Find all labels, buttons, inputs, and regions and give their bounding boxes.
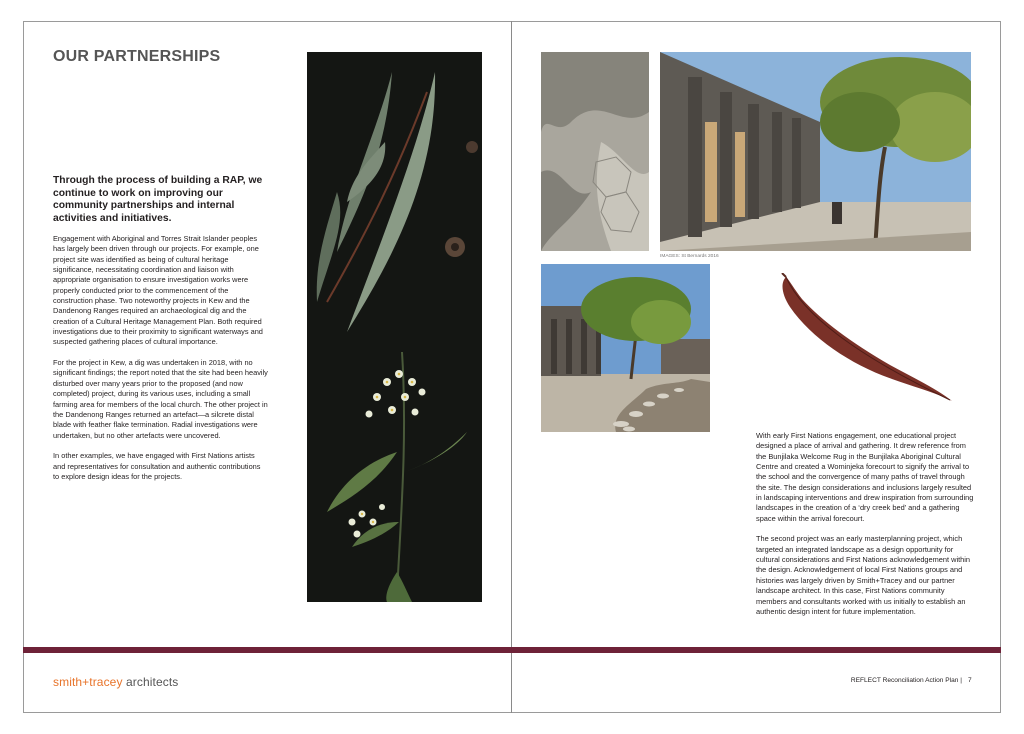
page-number: 7 — [968, 677, 972, 684]
logo-suffix: architects — [122, 675, 179, 689]
company-logo — [53, 675, 178, 689]
publication-label: REFLECT Reconciliation Action Plan | — [850, 677, 962, 684]
left-body-text — [53, 234, 268, 493]
right-body-text — [756, 431, 974, 628]
botanical-photo — [307, 52, 482, 602]
page-gutter — [511, 21, 512, 713]
body-paragraph: The second project was an early masterplanning project, which targeted an integrated landscape as a design opportunity for cultural considerations and First Nations acknowledgement within the design. Acknowledgement of local First Nations groups and histories was largely driven by Smith+Tracey and our partner landscape architect. In this case, First Nations community members and consultants worked with us initially to establish an authentic design intent for future implementation. — [756, 534, 971, 616]
body-paragraph: In other examples, we have engaged with First Nations artists and representatives for consultation and authentic contributions to explore design ideas for the projects. — [53, 451, 261, 481]
forecourt-building-photo — [660, 52, 971, 251]
eucalyptus-leaf-icon — [772, 273, 956, 405]
footer-rule — [23, 647, 1001, 653]
image-credit: IMAGES: St Bernards 2016 — [660, 254, 719, 259]
body-paragraph: Engagement with Aboriginal and Torres Strait Islander peoples has largely been driven through our projects. For example, one project site was identified as being of cultural heritage significance, necessitating coordination and liaison with appropriate organisation to ensure investigation works were properly conducted prior to the commencement of the construction phase. Two noteworthy projects in Kew and the Dandenong Ranges required an archaeological dig and the creation of a Cultural Heritage Management Plan. Both required investigations due to their proximity to significant waterways and suspected gathering places of cultural importance. — [53, 234, 263, 347]
body-paragraph: With early First Nations engagement, one educational project designed a place of arrival and gathering. It drew reference from the Bunjilaka Welcome Rug in the Bunjilaka Aboriginal Cultural Centre and created a Wominjeka forecourt to signify the arrival to the school and the convergence of many paths of travel through the site. The design considerations and inclusions largely resulted in landscaping interventions and drew inspiration from surrounding landscapes in the creation of a ‘dry creek bed’ and a gathering space within the arrival forecourt. — [756, 431, 974, 523]
body-paragraph: For the project in Kew, a dig was undertaken in 2018, with no significant findings; the report noted that the site had been heavily disturbed over many years prior to the proposed (and now completed) project, during its various uses, including a small farming area for members of the local church. The other project in the Dandenong Ranges returned an artefact—a silcrete distal blade with feather flake termination. Radial investigations were undertaken, but no other artefacts were uncovered. — [53, 358, 268, 440]
tree-shadow-photo — [541, 52, 649, 251]
logo-brand: smith+tracey — [53, 675, 123, 689]
lead-paragraph: Through the process of building a RAP, we continue to work on improving our community partnerships and internal activities and initiatives. — [53, 175, 263, 224]
dry-creek-courtyard-photo — [541, 264, 710, 432]
page-title: OUR PARTNERSHIPS — [53, 48, 221, 65]
